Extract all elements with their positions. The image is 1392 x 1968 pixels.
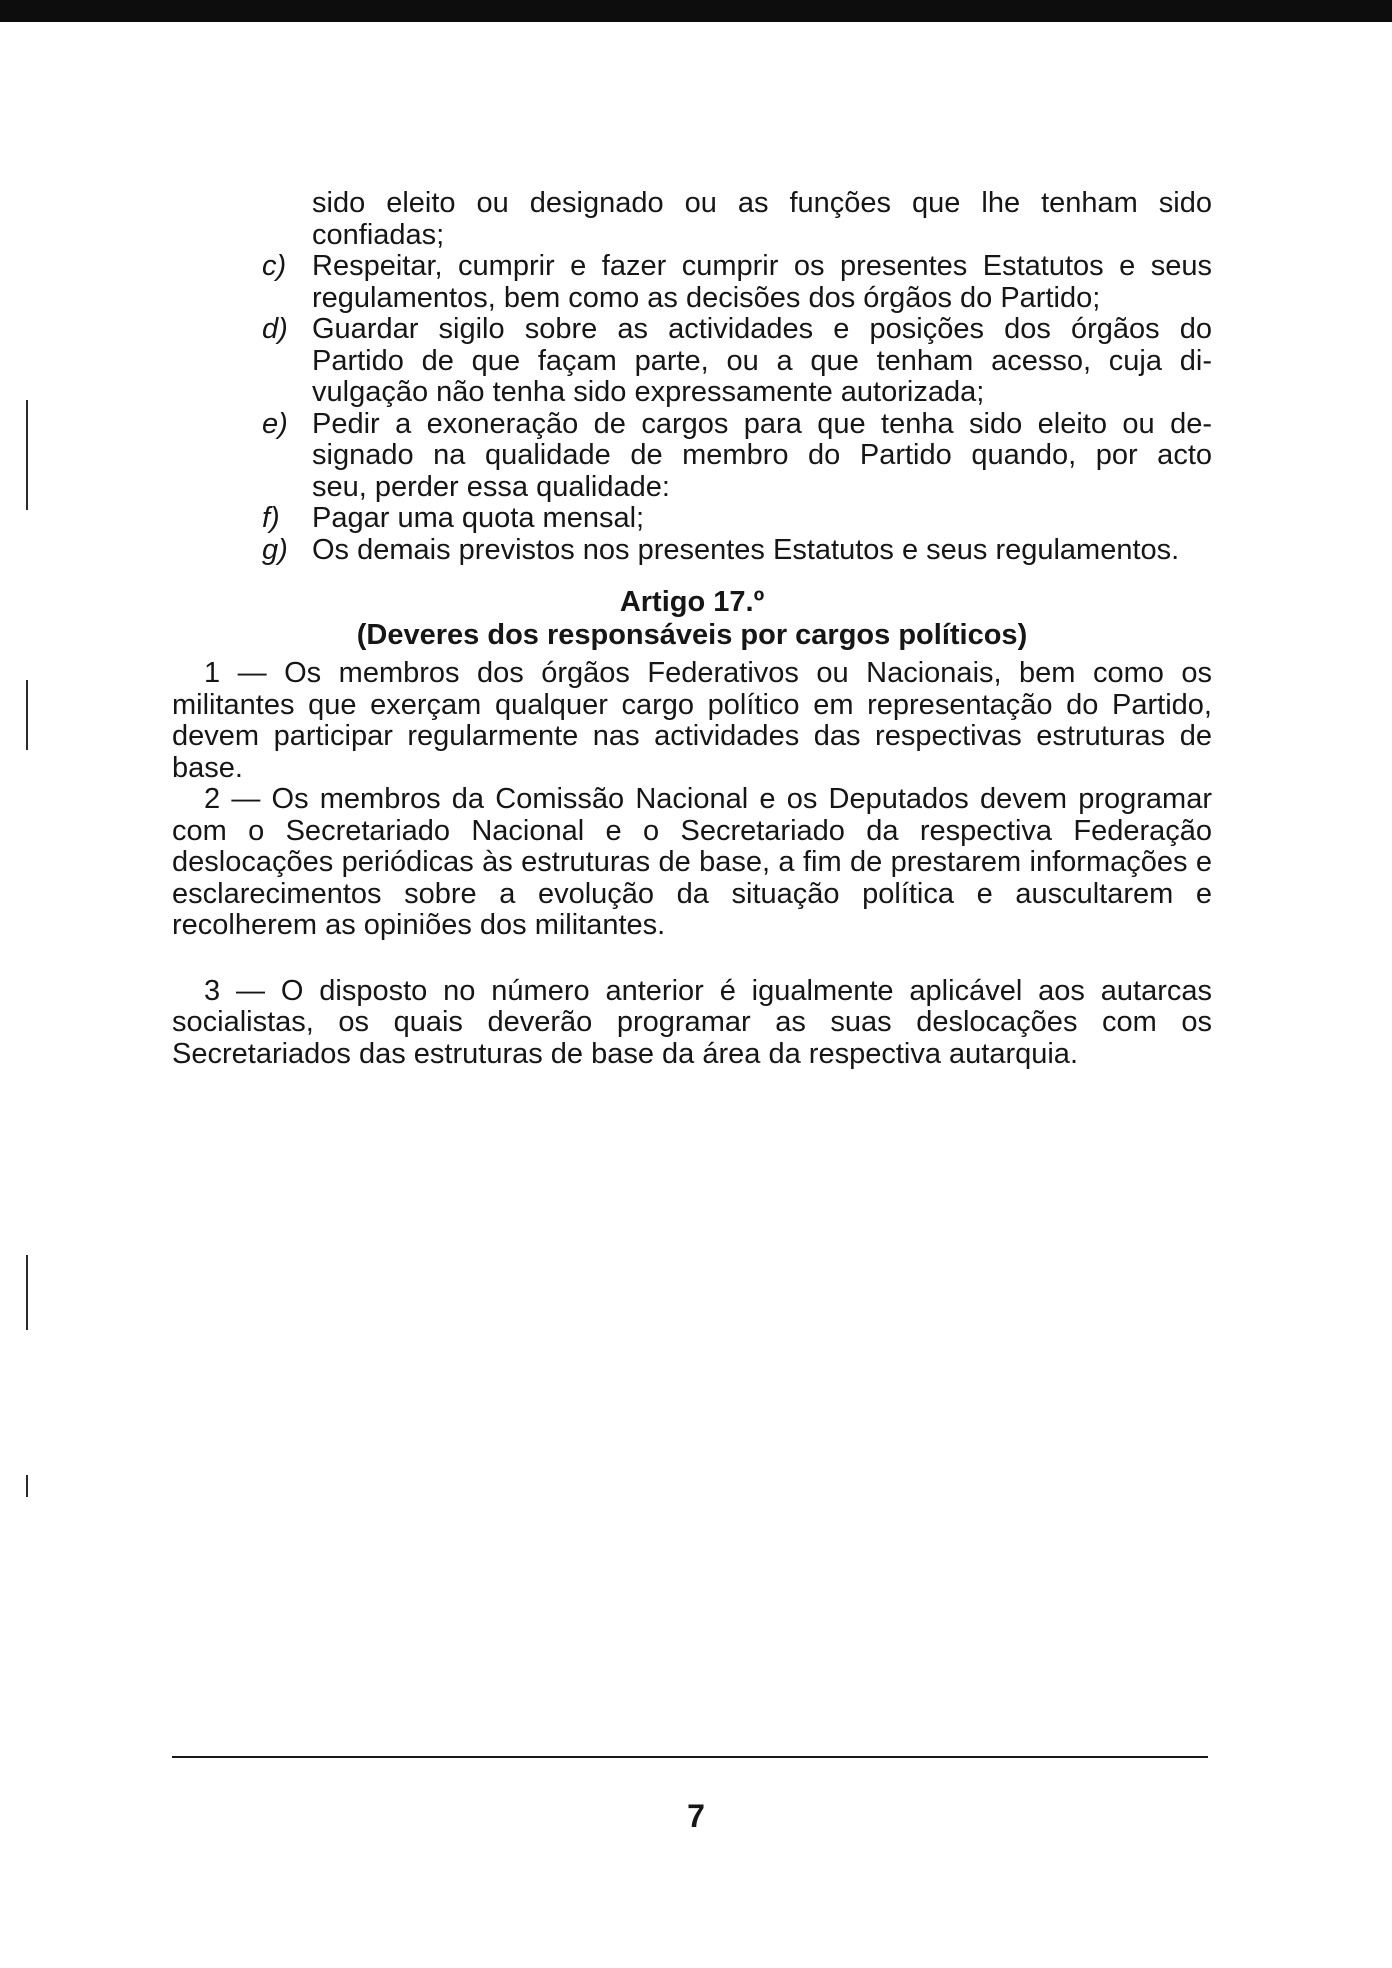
list-line: signado na qualidade de membro do Partido quando, por acto xyxy=(312,439,1212,471)
list-item-g xyxy=(172,535,1212,567)
list-item-e xyxy=(172,409,1212,504)
list-item-letter: f) xyxy=(262,502,280,534)
list-line: Respeitar, cumprir e fazer cumprir os presentes Estatutos e seus xyxy=(312,250,1212,282)
list-item-letter: e) xyxy=(262,407,288,440)
list-item-d xyxy=(172,314,1212,409)
list-line: vulgação não tenha sido expressamente autorizada; xyxy=(312,376,985,408)
article-paragraph-2: 2 — Os membros da Comissão Nacional e os Deputados devem programar com o Secretariado Nacional e o Secretariado da respectiva Federação deslocações periódicas às estruturas de base, a fim de prestarem informações e esclarecimentos sobre a evolução da situação política e auscultarem e recolherem as opiniões dos militantes. xyxy=(172,783,1212,941)
list-item-letter: d) xyxy=(262,313,288,345)
scan-margin-mark xyxy=(26,1255,28,1330)
scan-margin-mark xyxy=(26,680,28,750)
list-line: Partido de que façam parte, ou a que tenham acesso, cuja di- xyxy=(312,344,1212,377)
article-paragraph-3: 3 — O disposto no número anterior é igualmente aplicável aos autarcas socialistas, os quais deverão programar as suas deslocações com os Secretariados das estruturas de base da área da respectiva autarquia. xyxy=(172,974,1212,1070)
list-line: Os demais previstos nos presentes Estatutos e seus regulamentos. xyxy=(312,533,1180,566)
list-continuation xyxy=(172,188,1212,251)
article-title: (Deveres dos responsáveis por cargos políticos) xyxy=(356,619,1028,651)
list-item-letter: g) xyxy=(262,533,288,566)
list-item-f xyxy=(172,503,1212,535)
article-paragraph-1: 1 — Os membros dos órgãos Federativos ou Nacionais, bem como os militantes que exerçam qualquer cargo político em representação do Partido, devem participar regularmente nas actividades das respectivas estruturas de base. xyxy=(172,657,1212,784)
scan-margin-mark xyxy=(26,1475,28,1497)
list-line: Pagar uma quota mensal; xyxy=(312,502,645,534)
scan-margin-mark xyxy=(26,400,28,510)
scan-top-border xyxy=(0,0,1392,22)
paragraph-gap xyxy=(172,942,1212,976)
page-number: 7 xyxy=(687,1798,705,1834)
list-line: seu, perder essa qualidade: xyxy=(312,470,670,503)
list-item-letter: c) xyxy=(262,250,287,282)
article-heading: Artigo 17.º xyxy=(619,586,765,618)
document-body xyxy=(172,188,1212,1070)
duties-list xyxy=(172,188,1212,566)
list-line: Pedir a exoneração de cargos para que tenha sido eleito ou de- xyxy=(312,407,1212,440)
list-line: sido eleito ou designado ou as funções que lhe tenham sido xyxy=(312,187,1212,219)
list-item-c xyxy=(172,251,1212,314)
section-spacer xyxy=(172,566,1212,586)
list-line: regulamentos, bem como as decisões dos órgãos do Partido; xyxy=(312,281,1101,314)
footer-divider xyxy=(172,1756,1208,1758)
list-line: Guardar sigilo sobre as actividades e posições dos órgãos do xyxy=(312,313,1212,345)
list-line: confiadas; xyxy=(312,218,445,251)
